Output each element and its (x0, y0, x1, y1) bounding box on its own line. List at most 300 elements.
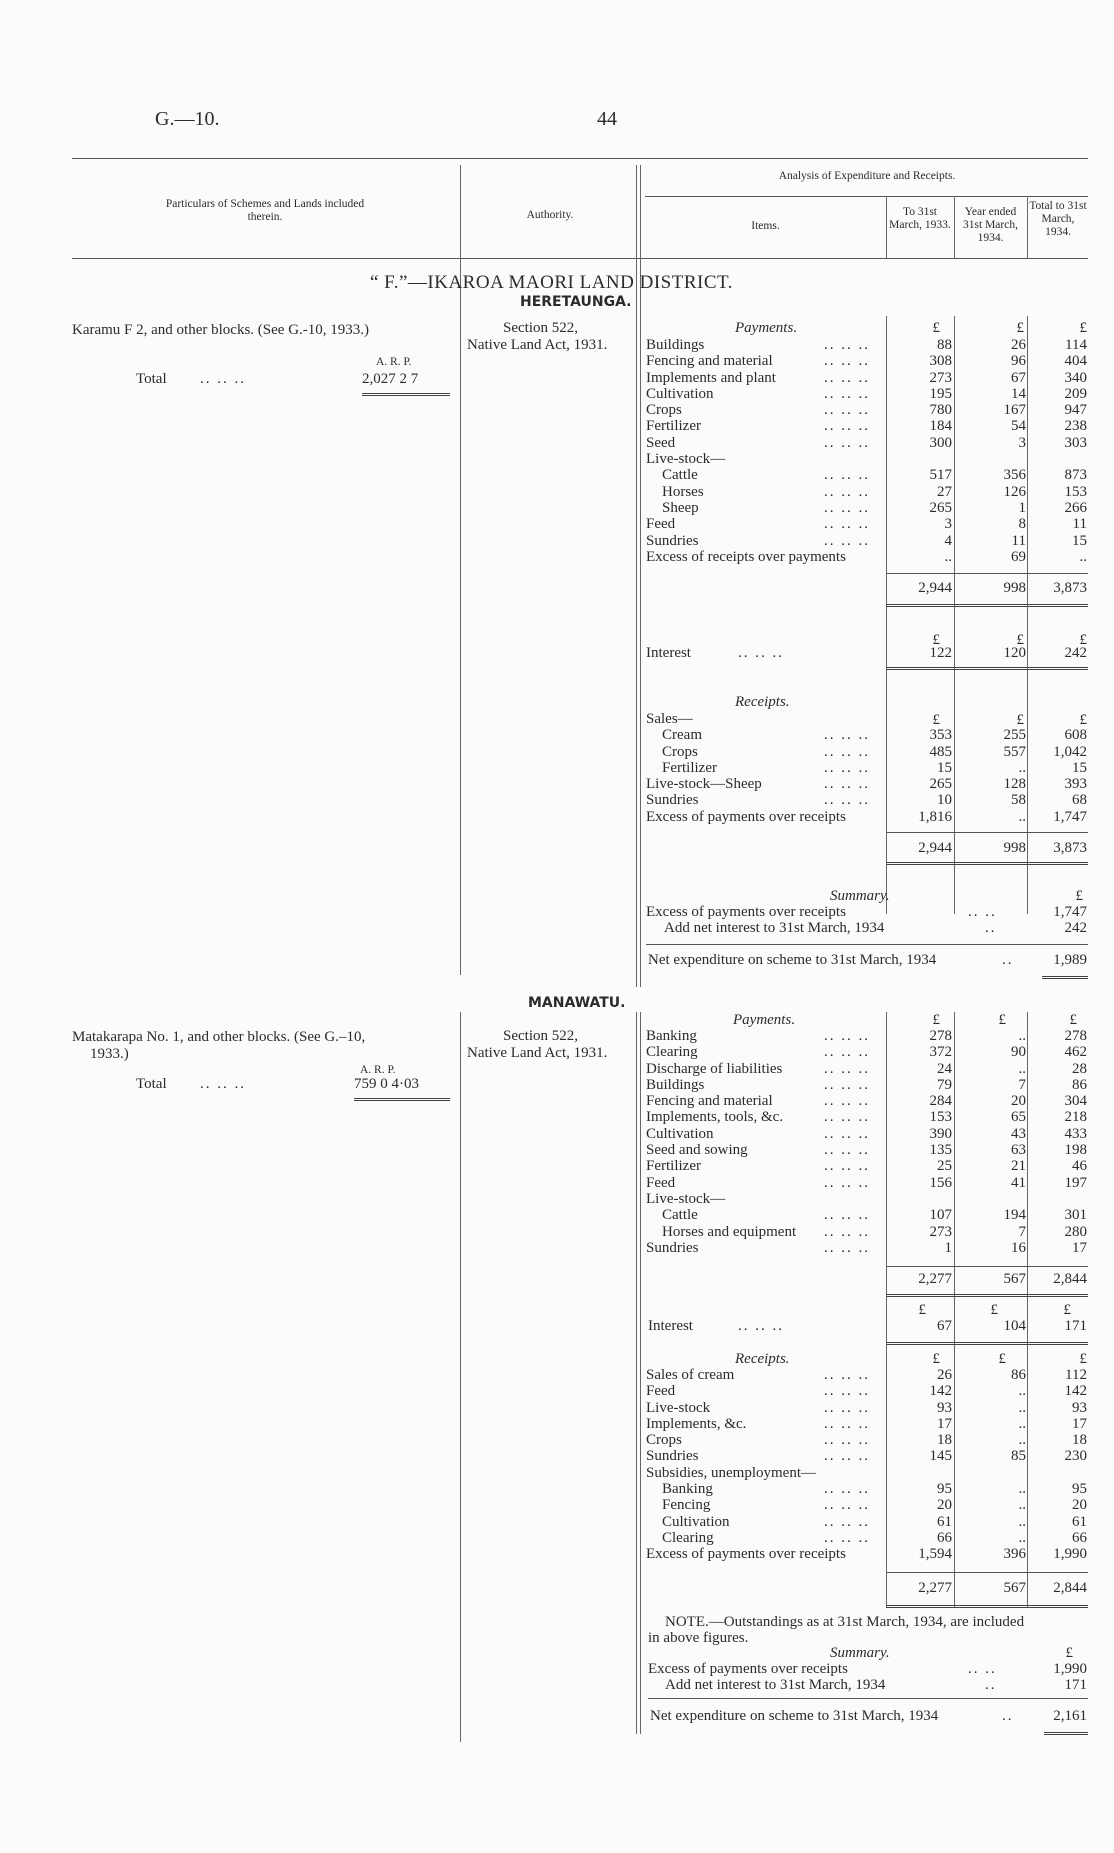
value-c2: 14 (1011, 385, 1026, 402)
value-c2: 7 (1018, 1076, 1026, 1093)
s2-interest-dots: .. .. .. (738, 1318, 784, 1334)
value-c3: 238 (1064, 418, 1087, 435)
value-c1: 15 (937, 759, 952, 776)
s2-pound-c3: £ (1069, 1012, 1077, 1028)
s2-receipts-rows (646, 1367, 1088, 1563)
s2-receipts-row (646, 1367, 1088, 1383)
s1-summary-rule (646, 944, 1088, 945)
s2-payments-row (646, 1224, 1088, 1240)
value-c1: 1,816 (918, 808, 952, 825)
value-c3: 28 (1072, 1060, 1087, 1077)
item-label: Fencing (662, 1497, 711, 1514)
s1-rc-pound-c2: £ (1016, 712, 1024, 728)
s2-sum-pound: £ (1065, 1645, 1073, 1661)
value-c3: 218 (1064, 1109, 1087, 1126)
value-c2: 11 (1011, 532, 1026, 549)
value-c1: 184 (929, 418, 952, 435)
header-items: Items. (751, 220, 780, 232)
value-c2: 20 (1011, 1093, 1026, 1110)
value-c3: 340 (1064, 369, 1087, 386)
value-c1: 273 (929, 1223, 952, 1240)
value-c3: 1,042 (1053, 743, 1087, 760)
s1-summary-1: Excess of payments over receipts (646, 904, 846, 920)
value-c2: .. (1018, 1529, 1026, 1546)
s1-payments-label: Payments. (735, 320, 798, 336)
s1-payments-row (646, 500, 1088, 516)
item-label: Live-stock— (646, 1190, 726, 1207)
value-c3: 198 (1064, 1142, 1087, 1159)
s1-interest-label: Interest (646, 645, 691, 661)
s2-interest-label: Interest (648, 1318, 693, 1334)
s1-payments-row (646, 435, 1088, 451)
leader-dots: .. .. .. (824, 1239, 870, 1256)
s1-arp: A. R. P. (376, 356, 412, 368)
leader-dots: .. .. .. (824, 1399, 870, 1416)
leader-dots: .. .. .. (824, 1093, 870, 1110)
value-c2: 90 (1011, 1044, 1026, 1061)
s2-arp: A. R. P. (360, 1064, 396, 1076)
value-c3: 873 (1064, 467, 1087, 484)
item-label: Cattle (662, 1207, 698, 1224)
leader-dots: .. .. .. (824, 1415, 870, 1432)
value-c1: 308 (929, 353, 952, 370)
s1-rc-total-c1: 2,944 (918, 840, 952, 856)
s2-total-label: Total (136, 1076, 167, 1092)
value-c1: 93 (937, 1399, 952, 1416)
header-top-rule (72, 158, 1088, 159)
value-c3: 15 (1072, 532, 1087, 549)
s1-pay-total-dbl (886, 604, 1088, 607)
s1-payments-row (646, 353, 1088, 369)
leader-dots: .. .. .. (824, 467, 870, 484)
s2-rc-total-dbl (886, 1605, 1088, 1608)
item-label: Excess of payments over receipts (646, 1546, 846, 1563)
leader-dots: .. .. .. (824, 516, 870, 533)
item-label: Fertilizer (662, 759, 717, 776)
value-c3: 11 (1072, 516, 1087, 533)
s1-payments-row (646, 418, 1088, 434)
value-c3: 61 (1072, 1513, 1087, 1530)
item-label: Excess of receipts over payments (646, 548, 846, 565)
s2-receipts-row (646, 1465, 1088, 1481)
value-c3: 1,990 (1053, 1546, 1087, 1563)
s1-net-dots: .. (1002, 952, 1014, 968)
s2-net-dots: .. (1002, 1708, 1014, 1724)
value-c2: 7 (1018, 1223, 1026, 1240)
s2-pay-total-c2: 567 (1003, 1271, 1026, 1287)
value-c2: 8 (1018, 516, 1026, 533)
leader-dots: .. .. .. (824, 776, 870, 793)
s1-payments-row (646, 386, 1088, 402)
value-c3: 20 (1072, 1497, 1087, 1514)
s2-interest-c1: 67 (937, 1318, 952, 1334)
value-c3: 393 (1064, 776, 1087, 793)
s2-total-dots: .. .. .. (200, 1076, 246, 1092)
s2-receipts-row (646, 1383, 1088, 1399)
item-label: Crops (646, 402, 682, 419)
value-c1: 27 (937, 483, 952, 500)
value-c1: 153 (929, 1109, 952, 1126)
value-c2: 26 (1011, 337, 1026, 353)
s2-interest-c3: 171 (1064, 1318, 1087, 1334)
s1-pay-total-rule (886, 573, 1088, 574)
leader-dots: .. .. .. (824, 402, 870, 419)
value-c3: 230 (1064, 1448, 1087, 1465)
col-rule-c3 (1027, 196, 1028, 258)
value-c2: .. (1018, 808, 1026, 825)
s2-int-pound-c1: £ (918, 1302, 926, 1318)
value-c1: 66 (937, 1529, 952, 1546)
s2-summary-1-dots: .. .. (968, 1661, 997, 1677)
value-c1: 17 (937, 1415, 952, 1432)
value-c1: .. (944, 548, 952, 565)
leader-dots: .. .. .. (824, 1383, 870, 1400)
value-c2: 65 (1011, 1109, 1026, 1126)
s1-interest-dbl (886, 667, 1088, 670)
s2-net: Net expenditure on scheme to 31st March, 1934 (650, 1708, 939, 1724)
leader-dots: .. .. .. (824, 1223, 870, 1240)
s1-int-pound-c1: £ (932, 632, 940, 648)
s2-payments-row (646, 1191, 1088, 1207)
value-c3: 301 (1064, 1207, 1087, 1224)
value-c3: 114 (1065, 337, 1087, 353)
s2-authority-1: Section 522, (503, 1028, 578, 1044)
value-c2: 58 (1011, 792, 1026, 809)
s1-receipts-rows (646, 711, 1088, 825)
s2-payments-row (646, 1028, 1088, 1044)
s2-receipts-row (646, 1514, 1088, 1530)
value-c1: 265 (929, 776, 952, 793)
s1-int-pound-c3: £ (1079, 632, 1087, 648)
value-c3: 46 (1072, 1158, 1087, 1175)
s2-rc-pound-c2: £ (998, 1351, 1006, 1367)
s2-payments-row (646, 1093, 1088, 1109)
value-c3: 112 (1065, 1367, 1087, 1383)
leader-dots: .. .. .. (824, 1432, 870, 1449)
value-c1: 4 (944, 532, 952, 549)
s2-particulars-1: Matakarapa No. 1, and other blocks. (See G.–10, (72, 1029, 366, 1045)
value-c3: 66 (1072, 1529, 1087, 1546)
s1-payments-row (646, 467, 1088, 483)
item-label: Clearing (662, 1529, 714, 1546)
value-c2: 167 (1003, 402, 1026, 419)
s1-pay-total-c1: 2,944 (918, 580, 952, 596)
s1-interest-dots: .. .. .. (738, 645, 784, 661)
value-c3: 462 (1064, 1044, 1087, 1061)
item-label: Fertilizer (646, 418, 701, 435)
s2-receipts-row (646, 1497, 1088, 1513)
district-title: “ F.”—IKAROA MAORI LAND DISTRICT. (370, 272, 733, 293)
leader-dots: .. .. .. (824, 1076, 870, 1093)
leader-dots: .. .. .. (824, 1028, 870, 1044)
page-ref: G.—10. (155, 108, 220, 130)
item-label: Sundries (646, 1239, 699, 1256)
item-label: Cattle (662, 467, 698, 484)
value-c3: 142 (1064, 1383, 1087, 1400)
s2-payments-row (646, 1207, 1088, 1223)
value-c2: .. (1018, 1028, 1026, 1044)
item-label: Cultivation (646, 1125, 714, 1142)
s2-name: MANAWATU. (528, 995, 626, 1011)
value-c3: 209 (1064, 385, 1087, 402)
value-c3: 86 (1072, 1076, 1087, 1093)
value-c1: 3 (944, 516, 952, 533)
value-c2: 356 (1003, 467, 1026, 484)
leader-dots: .. .. .. (824, 434, 870, 451)
value-c3: 266 (1064, 499, 1087, 516)
s2-payments-row (646, 1044, 1088, 1060)
value-c3: 304 (1064, 1093, 1087, 1110)
s2-int-pound-c2: £ (990, 1302, 998, 1318)
s1-rc-total-c2: 998 (1003, 840, 1026, 856)
header-particulars: Particulars of Schemes and Lands included therein. (165, 198, 365, 223)
leader-dots: .. .. .. (824, 499, 870, 516)
value-c3: 1,747 (1053, 808, 1087, 825)
s1-payments-rows (646, 337, 1088, 565)
s1-total-value: 2,027 2 7 (362, 371, 419, 387)
leader-dots: .. .. .. (824, 337, 870, 353)
s2-summary-rule (648, 1698, 1088, 1699)
s2-receipts-row (646, 1481, 1088, 1497)
s1-receipts-row (646, 809, 1088, 825)
value-c1: 780 (929, 402, 952, 419)
item-label: Live-stock—Sheep (646, 776, 762, 793)
item-label: Feed (646, 1383, 676, 1400)
s1-receipts-row (646, 744, 1088, 760)
s2-authority-2: Native Land Act, 1931. (467, 1045, 608, 1061)
item-label: Sundries (646, 1448, 699, 1465)
value-c1: 145 (929, 1448, 952, 1465)
value-c1: 353 (929, 727, 952, 744)
value-c1: 18 (937, 1432, 952, 1449)
s1-summary-2-dots: .. (985, 920, 997, 936)
leader-dots: .. .. .. (824, 727, 870, 744)
s1-payments-row (646, 402, 1088, 418)
value-c1: 95 (937, 1481, 952, 1498)
s1-pound-c1: £ (932, 320, 940, 336)
item-label: Subsidies, unemployment— (646, 1464, 816, 1481)
s2-col-rule-2 (636, 1012, 637, 1734)
value-c2: 1 (1018, 499, 1026, 516)
s1-rc-pound-c3: £ (1079, 712, 1087, 728)
s1-payments-row (646, 451, 1088, 467)
item-label: Banking (646, 1028, 697, 1044)
item-label: Crops (662, 743, 698, 760)
value-c1: 79 (937, 1076, 952, 1093)
s1-payments-row (646, 533, 1088, 549)
s1-authority-2: Native Land Act, 1931. (467, 337, 608, 353)
s1-rc-total-rule (886, 832, 1088, 833)
item-label: Live-stock (646, 1399, 711, 1416)
item-label: Fertilizer (646, 1158, 701, 1175)
leader-dots: .. .. .. (824, 1142, 870, 1159)
value-c1: 10 (937, 792, 952, 809)
s2-particulars-2: 1933.) (90, 1046, 129, 1062)
s2-pay-total-c3: 2,844 (1053, 1271, 1087, 1287)
header-bottom-rule (72, 258, 1088, 259)
value-c1: 278 (929, 1028, 952, 1044)
item-label: Excess of payments over receipts (646, 808, 846, 825)
leader-dots: .. .. .. (824, 743, 870, 760)
item-label: Sundries (646, 792, 699, 809)
item-label: Cream (662, 727, 702, 744)
s2-net-dbl (1044, 1732, 1088, 1735)
s1-summary-1-val: 1,747 (1053, 904, 1087, 920)
leader-dots: .. .. .. (824, 1497, 870, 1514)
s1-rc-pound-c1: £ (932, 712, 940, 728)
value-c2: 69 (1011, 548, 1026, 565)
value-c1: 156 (929, 1174, 952, 1191)
value-c2: 41 (1011, 1174, 1026, 1191)
s1-payments-row (646, 337, 1088, 353)
value-c2: .. (1018, 1383, 1026, 1400)
s1-sum-pound: £ (1075, 888, 1083, 904)
value-c2: .. (1018, 759, 1026, 776)
value-c3: 93 (1072, 1399, 1087, 1416)
value-c1: 273 (929, 369, 952, 386)
item-label: Sales of cream (646, 1367, 735, 1383)
value-c3: 404 (1064, 353, 1087, 370)
s2-payments-row (646, 1061, 1088, 1077)
leader-dots: .. .. .. (824, 418, 870, 435)
value-c2: .. (1018, 1432, 1026, 1449)
leader-dots: .. .. .. (824, 1158, 870, 1175)
item-label: Banking (662, 1481, 713, 1498)
s1-interest-c2: 120 (1003, 645, 1026, 661)
item-label: Buildings (646, 1076, 705, 1093)
value-c2: 21 (1011, 1158, 1026, 1175)
value-c3: 197 (1064, 1174, 1087, 1191)
value-c1: 25 (937, 1158, 952, 1175)
s1-total-rule (362, 393, 450, 396)
item-label: Sales— (646, 711, 693, 727)
value-c2: 194 (1003, 1207, 1026, 1224)
s1-summary-label: Summary. (830, 888, 890, 904)
s2-int-pound-c3: £ (1063, 1302, 1071, 1318)
s2-payments-row (646, 1126, 1088, 1142)
s1-payments-row (646, 516, 1088, 532)
item-label: Cultivation (662, 1513, 730, 1530)
value-c1: 142 (929, 1383, 952, 1400)
s2-rc-pound-c1: £ (932, 1351, 940, 1367)
value-c2: 255 (1003, 727, 1026, 744)
s2-interest-c2: 104 (1003, 1318, 1026, 1334)
s1-authority-1: Section 522, (503, 320, 578, 336)
value-c2: .. (1018, 1497, 1026, 1514)
s1-pay-total-c2: 998 (1003, 580, 1026, 596)
leader-dots: .. .. .. (824, 1044, 870, 1061)
s1-receipts-row (646, 792, 1088, 808)
header-analysis: Analysis of Expenditure and Receipts. (778, 170, 956, 182)
value-c1: 265 (929, 499, 952, 516)
value-c3: 947 (1064, 402, 1087, 419)
s2-payments-row (646, 1175, 1088, 1191)
value-c2: 54 (1011, 418, 1026, 435)
header-authority: Authority. (526, 209, 574, 221)
s2-pound-c1: £ (932, 1012, 940, 1028)
s2-receipts-row (646, 1546, 1088, 1562)
item-label: Buildings (646, 337, 705, 353)
header-c1: To 31st March, 1933. (889, 206, 951, 231)
s1-total-dots: .. .. .. (200, 371, 246, 387)
s2-payments-row (646, 1240, 1088, 1256)
item-label: Cultivation (646, 385, 714, 402)
s2-net-val: 2,161 (1053, 1708, 1087, 1724)
s2-rc-total-c2: 567 (1003, 1580, 1026, 1596)
item-label: Implements, &c. (646, 1415, 747, 1432)
s2-payments-row (646, 1142, 1088, 1158)
value-c1: 517 (929, 467, 952, 484)
s1-summary-2: Add net interest to 31st March, 1934 (664, 920, 885, 936)
s1-rc-total-c3: 3,873 (1053, 840, 1087, 856)
header-c3: Total to 31st March, 1934. (1029, 200, 1087, 238)
header-analysis-rule (645, 196, 1088, 197)
value-c3: 68 (1072, 792, 1087, 809)
value-c3: 608 (1064, 727, 1087, 744)
item-label: Live-stock— (646, 451, 726, 468)
value-c1: 135 (929, 1142, 952, 1159)
value-c2: .. (1018, 1399, 1026, 1416)
s2-interest-dbl (886, 1342, 1088, 1345)
s2-receipts-row (646, 1416, 1088, 1432)
value-c1: 24 (937, 1060, 952, 1077)
s1-net-dbl (1042, 976, 1088, 979)
s1-total-label: Total (136, 371, 167, 387)
value-c1: 26 (937, 1367, 952, 1383)
leader-dots: .. .. .. (824, 353, 870, 370)
value-c3: 95 (1072, 1481, 1087, 1498)
value-c2: .. (1018, 1415, 1026, 1432)
value-c3: 303 (1064, 434, 1087, 451)
value-c1: 390 (929, 1125, 952, 1142)
s2-receipts-row (646, 1432, 1088, 1448)
s1-summary-1-dots: .. .. (968, 904, 997, 920)
s1-pound-c3: £ (1079, 320, 1087, 336)
leader-dots: .. .. .. (824, 483, 870, 500)
item-label: Discharge of liabilities (646, 1060, 783, 1077)
item-label: Crops (646, 1432, 682, 1449)
s2-receipts-label: Receipts. (735, 1351, 790, 1367)
s2-summary-1: Excess of payments over receipts (648, 1661, 848, 1677)
value-c1: 61 (937, 1513, 952, 1530)
s1-summary-2-val: 242 (1064, 920, 1087, 936)
s1-receipts-label: Receipts. (735, 694, 790, 710)
col-rule-c1 (886, 196, 887, 258)
s2-note-2: in above figures. (648, 1630, 749, 1646)
leader-dots: .. .. .. (824, 1109, 870, 1126)
value-c2: 126 (1003, 483, 1026, 500)
item-label: Clearing (646, 1044, 698, 1061)
s1-name: HERETAUNGA. (520, 294, 632, 310)
s1-pound-c2: £ (1016, 320, 1024, 336)
leader-dots: .. .. .. (824, 792, 870, 809)
s2-col-rule-1 (460, 1012, 461, 1742)
value-c1: 1,594 (918, 1546, 952, 1563)
s2-receipts-row (646, 1530, 1088, 1546)
s1-receipts-row (646, 711, 1088, 727)
item-label: Horses (662, 483, 704, 500)
s1-net-val: 1,989 (1053, 952, 1087, 968)
s2-pay-total-rule (886, 1266, 1088, 1267)
s2-pay-total-dbl (886, 1294, 1088, 1297)
s2-pay-total-c1: 2,277 (918, 1271, 952, 1287)
value-c2: 63 (1011, 1142, 1026, 1159)
page-number: 44 (597, 108, 617, 130)
s2-receipts-row (646, 1400, 1088, 1416)
s2-pound-c2: £ (998, 1012, 1006, 1028)
value-c3: 18 (1072, 1432, 1087, 1449)
leader-dots: .. .. .. (824, 385, 870, 402)
